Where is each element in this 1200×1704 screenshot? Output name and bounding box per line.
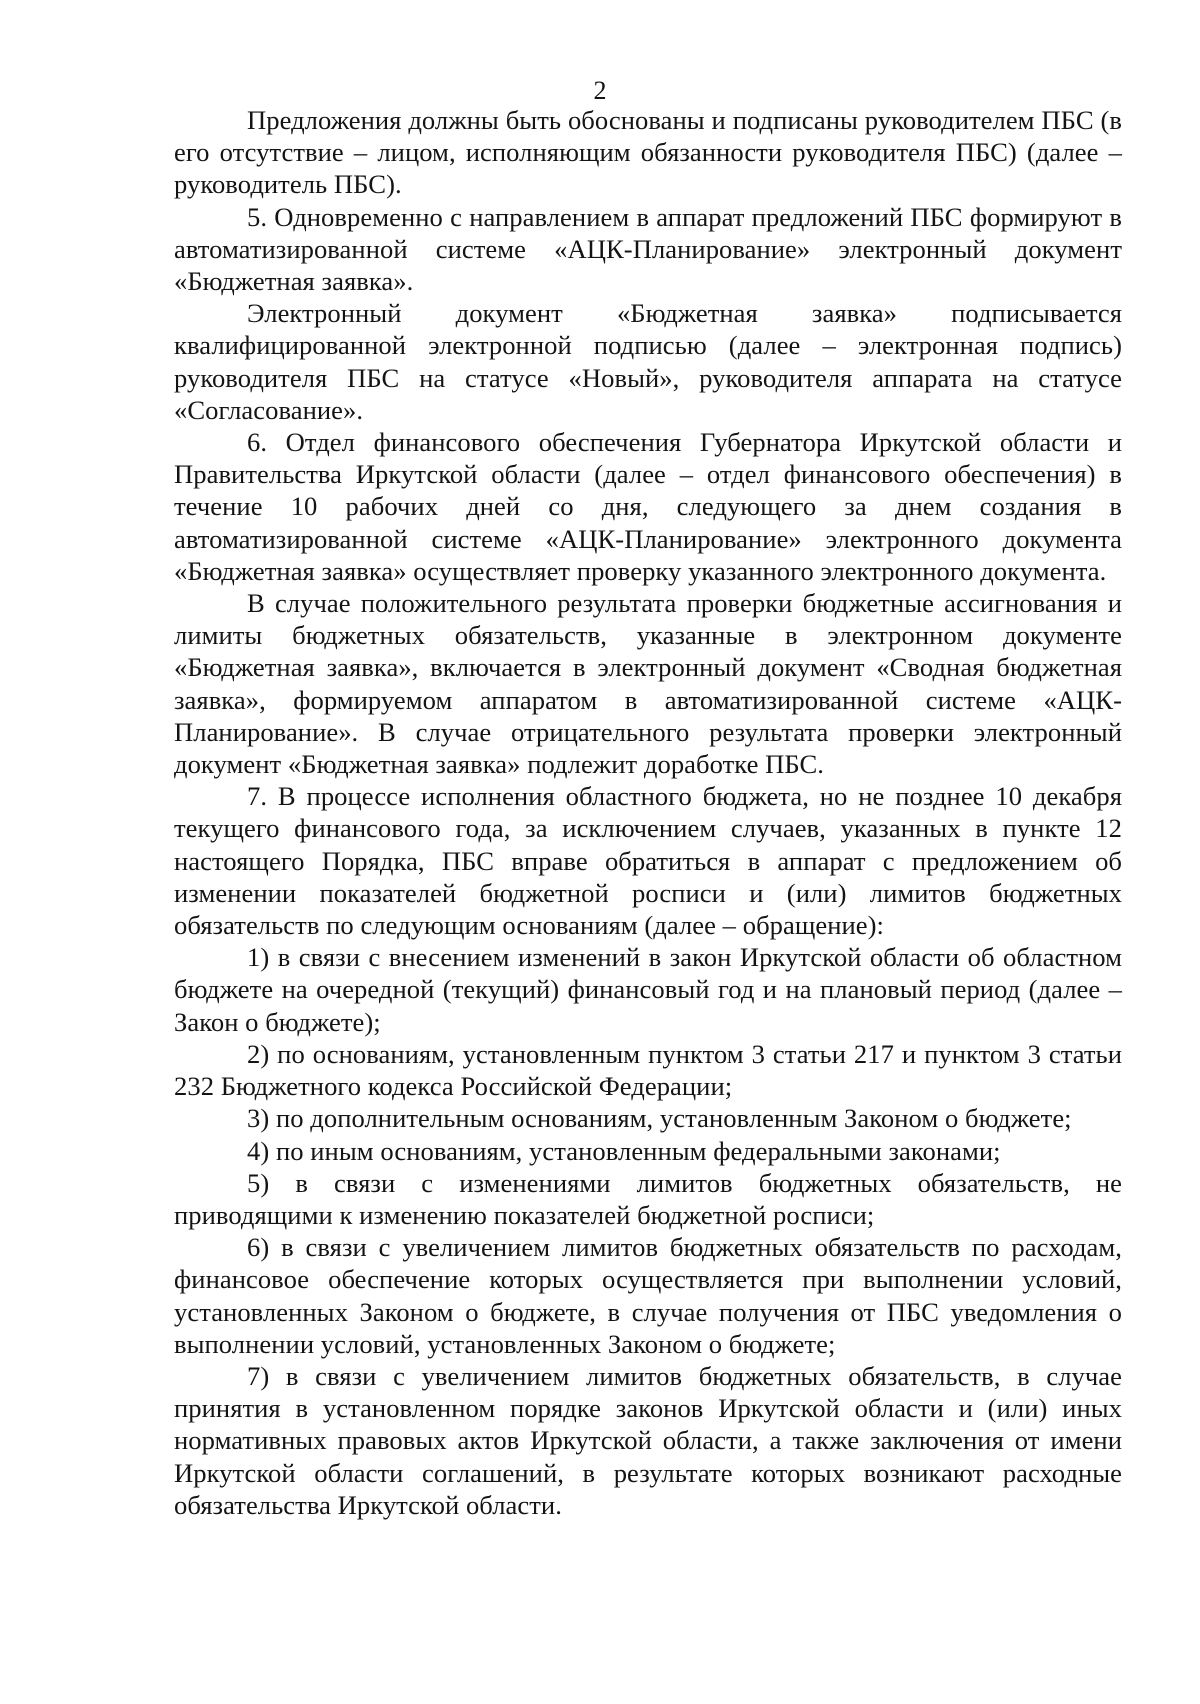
list-item-7: 7) в связи с увеличением лимитов бюджетных обязательств, в случае принятия в установленном порядке законов Иркутской области и (или) иных нормативных правовых актов Иркутской области, а также заключения от имени Иркутской области соглашений, в результате которых возникают расходные обязательства Иркутской области.	[174, 1360, 1122, 1520]
list-item-5: 5) в связи с изменениями лимитов бюджетных обязательств, не приводящими к изменению показателей бюджетной росписи;	[174, 1167, 1122, 1230]
document-body	[174, 104, 1122, 1521]
list-item-2: 2) по основаниям, установленным пунктом 3 статьи 217 и пунктом 3 статьи 232 Бюджетного кодекса Российской Федерации;	[174, 1038, 1122, 1102]
paragraph-check-result: В случае положительного результата проверки бюджетные ассигнования и лимиты бюджетных обязательств, указанные в электронном документе «Бюджетная заявка», включается в электронный документ «Сводная бюджетная заявка», формируемом аппаратом в автоматизированной системе «АЦК-Планирование». В случае отрицательного результата проверки электронный документ «Бюджетная заявка» подлежит доработке ПБС.	[174, 588, 1122, 780]
list-item-6: 6) в связи с увеличением лимитов бюджетных обязательств по расходам, финансовое обеспечение которых осуществляется при выполнении условий, установленных Законом о бюджете, в случае получения от ПБС уведомления о выполнении условий, установленных Законом о бюджете;	[174, 1232, 1122, 1359]
paragraph-item-7: 7. В процессе исполнения областного бюджета, но не позднее 10 декабря текущего финансового года, за исключением случаев, указанных в пункте 12 настоящего Порядка, ПБС вправе обратиться в аппарат с предложением об изменении показателей бюджетной росписи и (или) лимитов бюджетных обязательств по следующим основаниям (далее – обращение):	[174, 781, 1122, 941]
paragraph-electronic-signature: Электронный документ «Бюджетная заявка» подписывается квалифицированной электронной подписью (далее – электронная подпись) руководителя ПБС на статусе «Новый», руководителя аппарата на статусе «Согласование».	[174, 298, 1122, 425]
list-item-4: 4) по иным основаниям, установленным федеральными законами;	[247, 1135, 1001, 1166]
paragraph-item-5: 5. Одновременно с направлением в аппарат предложений ПБС формируют в автоматизированной системе «АЦК-Планирование» электронный документ «Бюджетная заявка».	[174, 201, 1122, 297]
paragraph-proposals-signature: Предложения должны быть обоснованы и подписаны руководителем ПБС (в его отсутствие – лицом, исполняющим обязанности руководителя ПБС) (далее – руководитель ПБС).	[174, 105, 1122, 200]
list-item-3: 3) по дополнительным основаниям, установленным Законом о бюджете;	[247, 1103, 1072, 1134]
paragraph-item-6: 6. Отдел финансового обеспечения Губернатора Иркутской области и Правительства Иркутской области (далее – отдел финансового обеспечения) в течение 10 рабочих дней со дня, следующего за днем создания в автоматизированной системе «АЦК-Планирование» электронного документа «Бюджетная заявка» осуществляет проверку указанного электронного документа.	[174, 427, 1122, 586]
list-item-1: 1) в связи с внесением изменений в закон Иркутской области об областном бюджете на очередной (текущий) финансовый год и на плановый период (далее – Закон о бюджете);	[174, 942, 1122, 1037]
page-number: 2	[593, 76, 607, 105]
